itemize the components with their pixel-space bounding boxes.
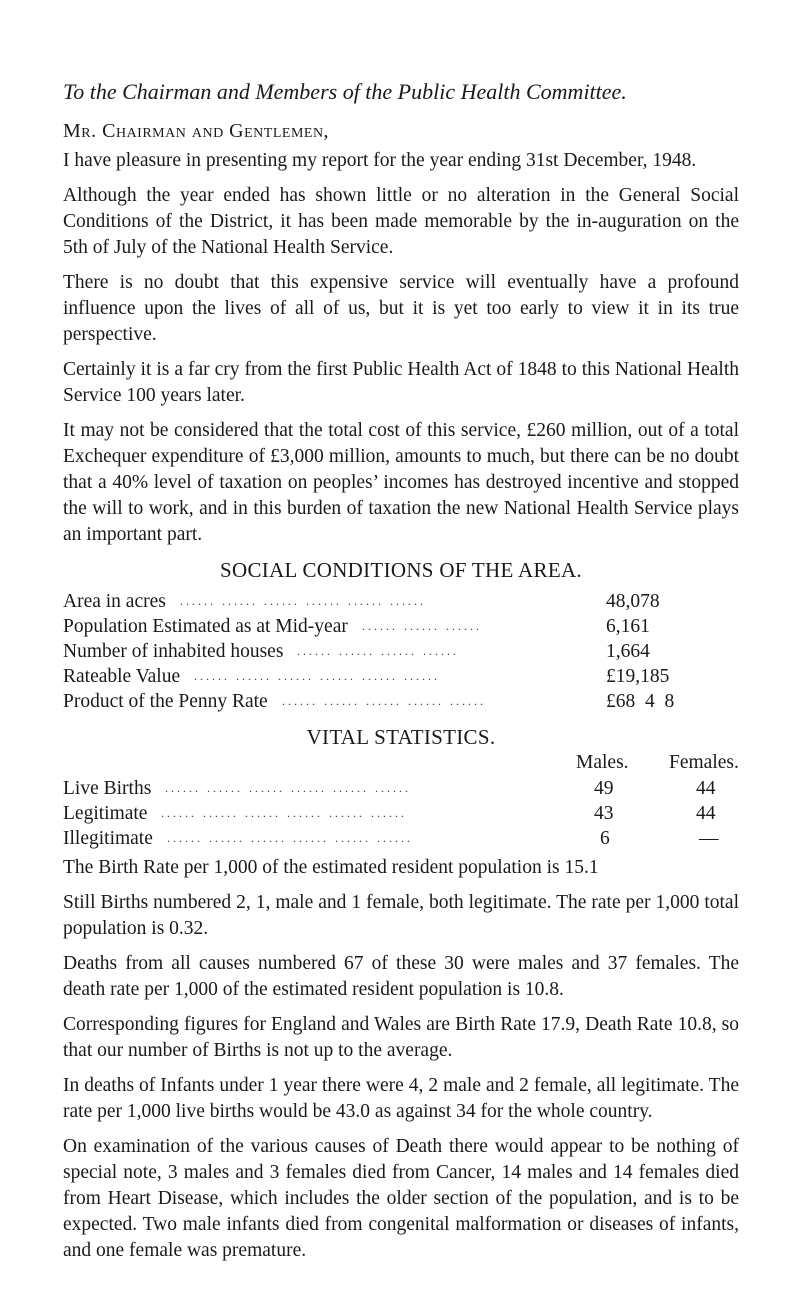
social-row-label: Number of inhabited houses [63, 641, 284, 662]
vital-row-males: 49 [594, 778, 614, 799]
vital-row [63, 776, 739, 801]
salutation: Mr. Chairman and Gentlemen, [63, 120, 330, 142]
stats-paragraph-6: On examination of the various causes of Death there would appear to be nothing of special note, 3 males and 3 females died from Cancer, 14 males and 14 females died from Heart Disease, which includes the older section of the population, and is to be expected. Two male infants died from congenital malformation or diseases of infants, and one female was premature. [63, 1136, 739, 1261]
vital-row-label: Illegitimate [63, 828, 153, 849]
social-row [63, 614, 739, 639]
social-row-value: £68 4 8 [606, 691, 675, 712]
social-row [63, 639, 739, 664]
social-row-label: Population Estimated as at Mid-year [63, 616, 348, 637]
social-row-label: Area in acres [63, 591, 166, 612]
leader-dots: ...... ...... ...... ...... ...... ...... [167, 831, 413, 845]
intro-paragraph-1: I have pleasure in presenting my report for the year ending 31st December, 1948. [63, 150, 697, 171]
leader-dots: ...... ...... ...... ...... ...... ...... [165, 781, 411, 795]
stats-paragraph-1: The Birth Rate per 1,000 of the estimated resident population is 15.1 [63, 857, 599, 878]
vital-row-females: 44 [696, 803, 716, 824]
vital-statistics-title: VITAL STATISTICS. [306, 725, 496, 749]
stats-paragraph-2: Still Births numbered 2, 1, male and 1 female, both legitimate. The rate per 1,000 total population is 0.32. [63, 892, 739, 939]
vital-row-females: — [699, 828, 719, 849]
social-row-value: £19,185 [606, 666, 670, 687]
stats-paragraph-5: In deaths of Infants under 1 year there were 4, 2 male and 2 female, all legitimate. The rate per 1,000 live births would be 43.0 as against 34 for the whole country. [63, 1075, 739, 1122]
leader-dots: ...... ...... ...... ...... [297, 644, 459, 658]
social-row [63, 664, 739, 689]
intro-paragraph-2: Although the year ended has shown little or no alteration in the General Social Conditions of the District, it has been made memorable by the in-auguration on the 5th of July of the National Health Service. [63, 185, 739, 258]
leader-dots: ...... ...... ...... ...... ...... ...... [194, 669, 440, 683]
vital-row-males: 6 [600, 828, 610, 849]
social-conditions-title: SOCIAL CONDITIONS OF THE AREA. [220, 558, 582, 582]
social-row-label: Rateable Value [63, 666, 181, 687]
leader-dots: ...... ...... ...... ...... ...... ...... [180, 594, 426, 608]
vital-row-males: 43 [594, 803, 614, 824]
leader-dots: ...... ...... ...... ...... ...... [282, 694, 486, 708]
social-row-value: 6,161 [606, 616, 650, 637]
vital-row-label: Live Births [63, 778, 152, 799]
vital-row [63, 826, 739, 851]
report-heading: To the Chairman and Members of the Public Health Committee. [63, 79, 627, 104]
females-column-header: Females. [669, 752, 739, 773]
vital-column-headers [63, 750, 739, 776]
intro-paragraph-3: There is no doubt that this expensive service will eventually have a profound influence upon the lives of all of us, but it is yet too early to view it in its true perspective. [63, 272, 739, 345]
intro-paragraph-4: Certainly it is a far cry from the first Public Health Act of 1848 to this National Health Service 100 years later. [63, 359, 739, 406]
stats-paragraph-3: Deaths from all causes numbered 67 of these 30 were males and 37 females. The death rate per 1,000 of the estimated resident population is 10.8. [63, 953, 739, 1000]
vital-row [63, 801, 739, 826]
report-page [63, 78, 739, 1273]
social-row [63, 689, 739, 714]
social-row-label: Product of the Penny Rate [63, 691, 268, 712]
vital-row-females: 44 [696, 778, 716, 799]
social-row [63, 589, 739, 614]
social-row-value: 1,664 [606, 641, 650, 662]
males-column-header: Males. [576, 752, 629, 773]
stats-paragraph-4: Corresponding figures for England and Wales are Birth Rate 17.9, Death Rate 10.8, so that our number of Births is not up to the average. [63, 1014, 739, 1061]
vital-row-label: Legitimate [63, 803, 148, 824]
leader-dots: ...... ...... ...... [362, 619, 482, 633]
leader-dots: ...... ...... ...... ...... ...... ...... [161, 806, 407, 820]
social-row-value: 48,078 [606, 591, 660, 612]
intro-paragraph-5: It may not be considered that the total cost of this service, £260 million, out of a total Exchequer expenditure of £3,000 million, amounts to much, but there can be no doubt that a 40% level of taxation on peoples’ incomes has destroyed incentive and stopped the will to work, and in this burden of taxation the new National Health Service plays an important part. [63, 420, 739, 545]
